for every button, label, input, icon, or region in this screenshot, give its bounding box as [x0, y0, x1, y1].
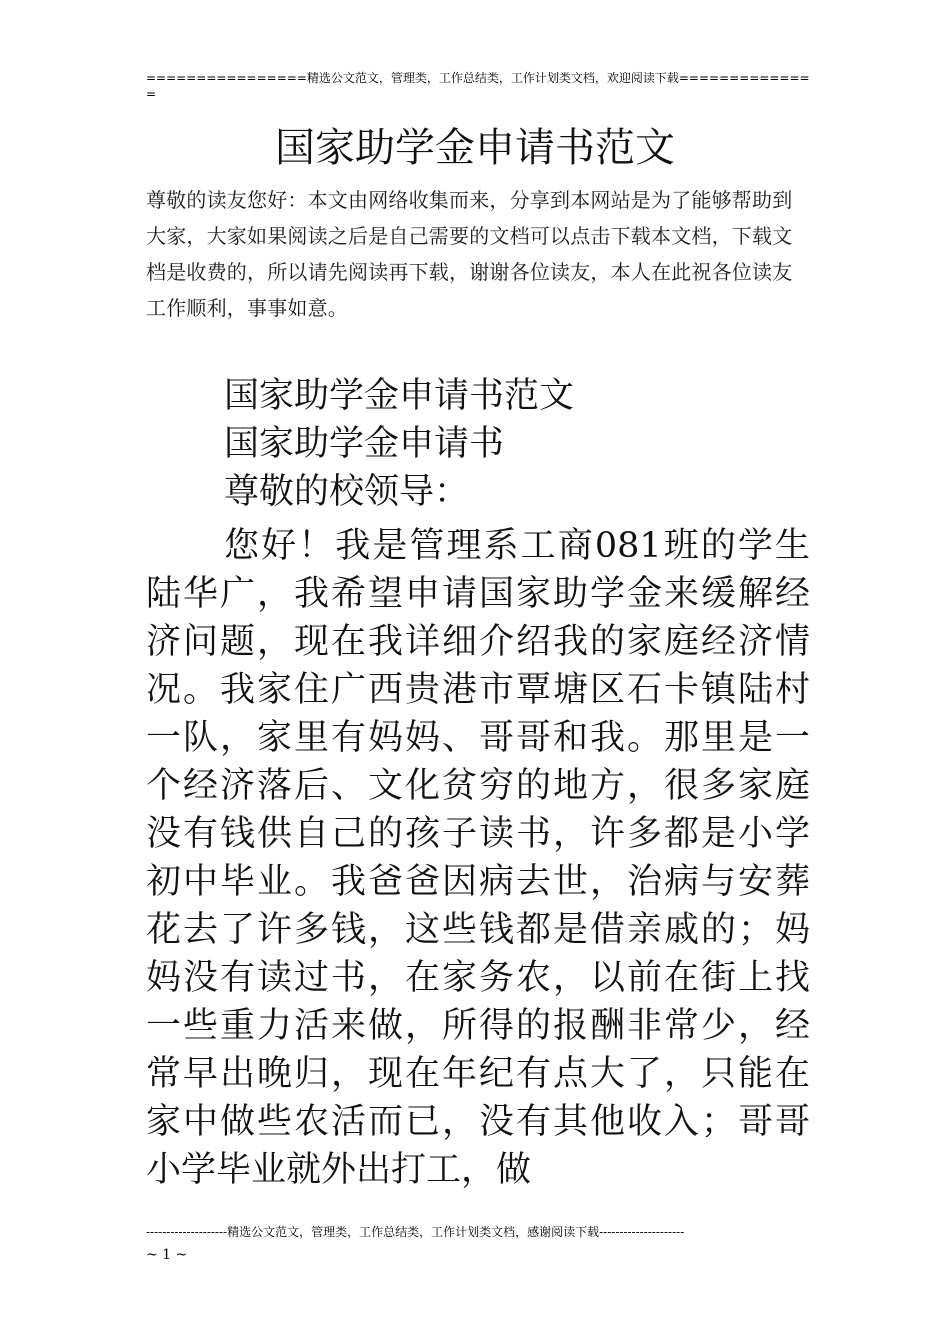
footer-banner: --------------------精选公文范文，管理类，工作总结类，工作计划类文档，感谢阅读下载--------------------- — [146, 1225, 685, 1239]
body-heading-2: 国家助学金申请书 — [224, 424, 505, 464]
body-paragraph-1: 您好！我是管理系工商081班的学生陆华广，我希望申请国家助学金来缓解经济问题，现在我详细介绍我的家庭经济情况。我家住广西贵港市覃塘区石卡镇陆村一队，家里有妈妈、哥哥和我。那里是一个经济落后、文化贫穷的地方，很多家庭没有钱供自己的孩子读书，许多都是小学初中毕业。我爸爸因病去世，治病与安葬花去了许多钱，这些钱都是借亲戚的；妈妈没有读过书，在家务农，以前在街上找一些重力活来做，所得的报酬非常少，经常早出晚归，现在年纪有点大了，只能在家中做些农活而已，没有其他收入；哥哥小学毕业就外出打工，做 — [146, 526, 810, 1190]
reader-notice: 尊敬的读友您好：本文由网络收集而来，分享到本网站是为了能够帮助到大家，大家如果阅读之后是自己需要的文档可以点击下载本文档，下载文档是收费的，所以请先阅读再下载，谢谢各位读友，本人在此祝各位读友工作顺利，事事如意。 — [146, 188, 793, 320]
document-body — [146, 372, 810, 1194]
header-banner: ================精选公文范文，管理类，工作总结类，工作计划类文档，欢迎阅读下载============== — [146, 71, 810, 101]
document-title: 国家助学金申请书范文 — [275, 125, 675, 171]
body-heading-1: 国家助学金申请书范文 — [224, 376, 575, 416]
salutation: 尊敬的校领导： — [224, 472, 470, 512]
page-number: ~ 1 ~ — [146, 1247, 188, 1263]
